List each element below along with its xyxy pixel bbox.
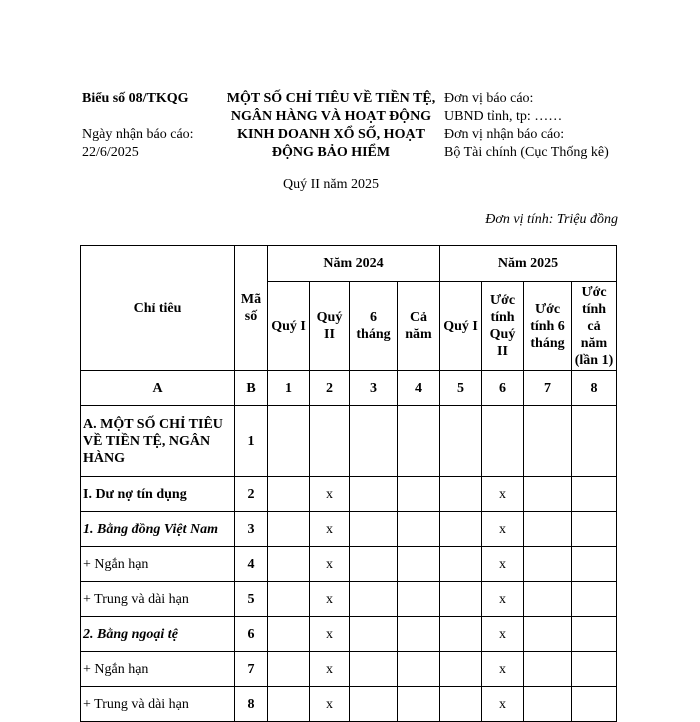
data-cell: x: [310, 652, 350, 687]
index-cell: 1: [268, 371, 310, 406]
data-cell: [398, 617, 440, 652]
period-header: Ước tính Quý II: [482, 282, 524, 371]
period-header: Ước tính cả năm (lần 1): [572, 282, 617, 371]
period-header: Quý II: [310, 282, 350, 371]
data-cell: x: [310, 617, 350, 652]
data-cell: [268, 406, 310, 477]
receiver-label: Đơn vị nhận báo cáo:: [444, 127, 565, 142]
data-cell: x: [310, 582, 350, 617]
data-cell: [440, 652, 482, 687]
data-cell: [268, 652, 310, 687]
data-cell: x: [310, 477, 350, 512]
data-cell: [440, 617, 482, 652]
data-cell: [524, 547, 572, 582]
row-label: I. Dư nợ tín dụng: [81, 477, 235, 512]
table-row: [81, 617, 617, 652]
row-code: 4: [235, 547, 268, 582]
data-cell: [350, 477, 398, 512]
data-cell: [350, 617, 398, 652]
reporter-label: Đơn vị báo cáo:: [444, 91, 534, 106]
receiver-value: Bộ Tài chính (Cục Thống kê): [444, 145, 609, 160]
row-label: 2. Bằng ngoại tệ: [81, 617, 235, 652]
data-cell: [572, 547, 617, 582]
data-cell: [572, 687, 617, 722]
title-line: NGÂN HÀNG VÀ HOẠT ĐỘNG: [230, 109, 432, 124]
unit-note: Đơn vị tính: Triệu đồng: [485, 212, 618, 227]
data-cell: [350, 406, 398, 477]
reporting-units: [444, 90, 614, 162]
row-code: 1: [235, 406, 268, 477]
index-cell: 2: [310, 371, 350, 406]
data-cell: [350, 687, 398, 722]
data-cell: [572, 477, 617, 512]
table-row: [81, 687, 617, 722]
data-cell: [398, 512, 440, 547]
data-cell: [524, 652, 572, 687]
data-cell: x: [482, 512, 524, 547]
period-header: Cả năm: [398, 282, 440, 371]
data-cell: [350, 512, 398, 547]
data-cell: [268, 617, 310, 652]
table-row: [81, 582, 617, 617]
period-header: Quý I: [440, 282, 482, 371]
header-row-years: [81, 246, 617, 282]
data-cell: x: [482, 617, 524, 652]
period-header: Ước tính 6 tháng: [524, 282, 572, 371]
data-cell: [572, 617, 617, 652]
table-row: [81, 477, 617, 512]
data-cell: [524, 512, 572, 547]
form-code: Biểu số 08/TKQG: [82, 91, 189, 106]
data-cell: x: [482, 652, 524, 687]
data-cell: [398, 477, 440, 512]
data-cell: [572, 582, 617, 617]
index-cell: 5: [440, 371, 482, 406]
year-2025-header: Năm 2025: [440, 246, 617, 282]
data-cell: x: [482, 477, 524, 512]
title-line: ĐỘNG BẢO HIỂM: [271, 145, 391, 160]
received-label: Ngày nhận báo cáo:: [82, 127, 194, 142]
year-2024-header: Năm 2024: [268, 246, 440, 282]
row-label: A. MỘT SỐ CHỈ TIÊU VỀ TIỀN TỆ, NGÂN HÀNG: [81, 406, 235, 477]
table-row: [81, 406, 617, 477]
period-header: Quý I: [268, 282, 310, 371]
data-cell: [440, 687, 482, 722]
data-cell: [268, 582, 310, 617]
report-title: [216, 90, 446, 194]
index-row: [81, 371, 617, 406]
data-cell: x: [310, 512, 350, 547]
row-code: 6: [235, 617, 268, 652]
data-cell: x: [482, 582, 524, 617]
index-cell: 3: [350, 371, 398, 406]
data-cell: [350, 582, 398, 617]
data-cell: x: [482, 687, 524, 722]
data-cell: [398, 582, 440, 617]
data-cell: [524, 582, 572, 617]
row-label: + Trung và dài hạn: [81, 582, 235, 617]
index-cell: 6: [482, 371, 524, 406]
title-line: MỘT SỐ CHỈ TIÊU VỀ TIỀN TỆ,: [226, 91, 436, 106]
title-line: KINH DOANH XỔ SỐ, HOẠT: [237, 127, 425, 142]
data-cell: [524, 477, 572, 512]
data-cell: [524, 406, 572, 477]
row-label: + Trung và dài hạn: [81, 687, 235, 722]
row-label: + Ngắn hạn: [81, 547, 235, 582]
form-info: [82, 90, 222, 162]
reporter-value: UBND tỉnh, tp: ……: [444, 109, 563, 124]
row-label: 1. Bằng đồng Việt Nam: [81, 512, 235, 547]
data-cell: [572, 652, 617, 687]
report-period: Quý II năm 2025: [282, 177, 380, 192]
data-cell: [268, 547, 310, 582]
data-cell: [398, 652, 440, 687]
data-cell: [398, 687, 440, 722]
data-cell: [440, 406, 482, 477]
data-cell: x: [310, 547, 350, 582]
data-cell: [572, 406, 617, 477]
data-cell: [350, 547, 398, 582]
data-cell: [572, 512, 617, 547]
col-code-header: Mã số: [235, 246, 268, 371]
period-header: 6 tháng: [350, 282, 398, 371]
data-cell: [350, 652, 398, 687]
data-cell: [440, 512, 482, 547]
index-cell: 8: [572, 371, 617, 406]
row-code: 2: [235, 477, 268, 512]
table-row: [81, 547, 617, 582]
col-indicator-header: Chỉ tiêu: [81, 246, 235, 371]
data-cell: [268, 477, 310, 512]
table-body: [81, 406, 617, 722]
table-row: [81, 652, 617, 687]
index-cell: 4: [398, 371, 440, 406]
data-cell: [310, 406, 350, 477]
data-cell: [398, 547, 440, 582]
data-cell: [440, 582, 482, 617]
report-table: [80, 245, 617, 722]
index-cell: 7: [524, 371, 572, 406]
received-date: 22/6/2025: [82, 145, 139, 160]
row-code: 5: [235, 582, 268, 617]
data-cell: [440, 547, 482, 582]
data-cell: [524, 617, 572, 652]
data-cell: x: [310, 687, 350, 722]
table-row: [81, 512, 617, 547]
row-label: + Ngắn hạn: [81, 652, 235, 687]
data-cell: x: [482, 547, 524, 582]
data-cell: [524, 687, 572, 722]
index-cell: B: [235, 371, 268, 406]
data-cell: [268, 512, 310, 547]
data-cell: [268, 687, 310, 722]
index-cell: A: [81, 371, 235, 406]
data-cell: [440, 477, 482, 512]
row-code: 8: [235, 687, 268, 722]
row-code: 3: [235, 512, 268, 547]
data-cell: [482, 406, 524, 477]
row-code: 7: [235, 652, 268, 687]
data-cell: [398, 406, 440, 477]
